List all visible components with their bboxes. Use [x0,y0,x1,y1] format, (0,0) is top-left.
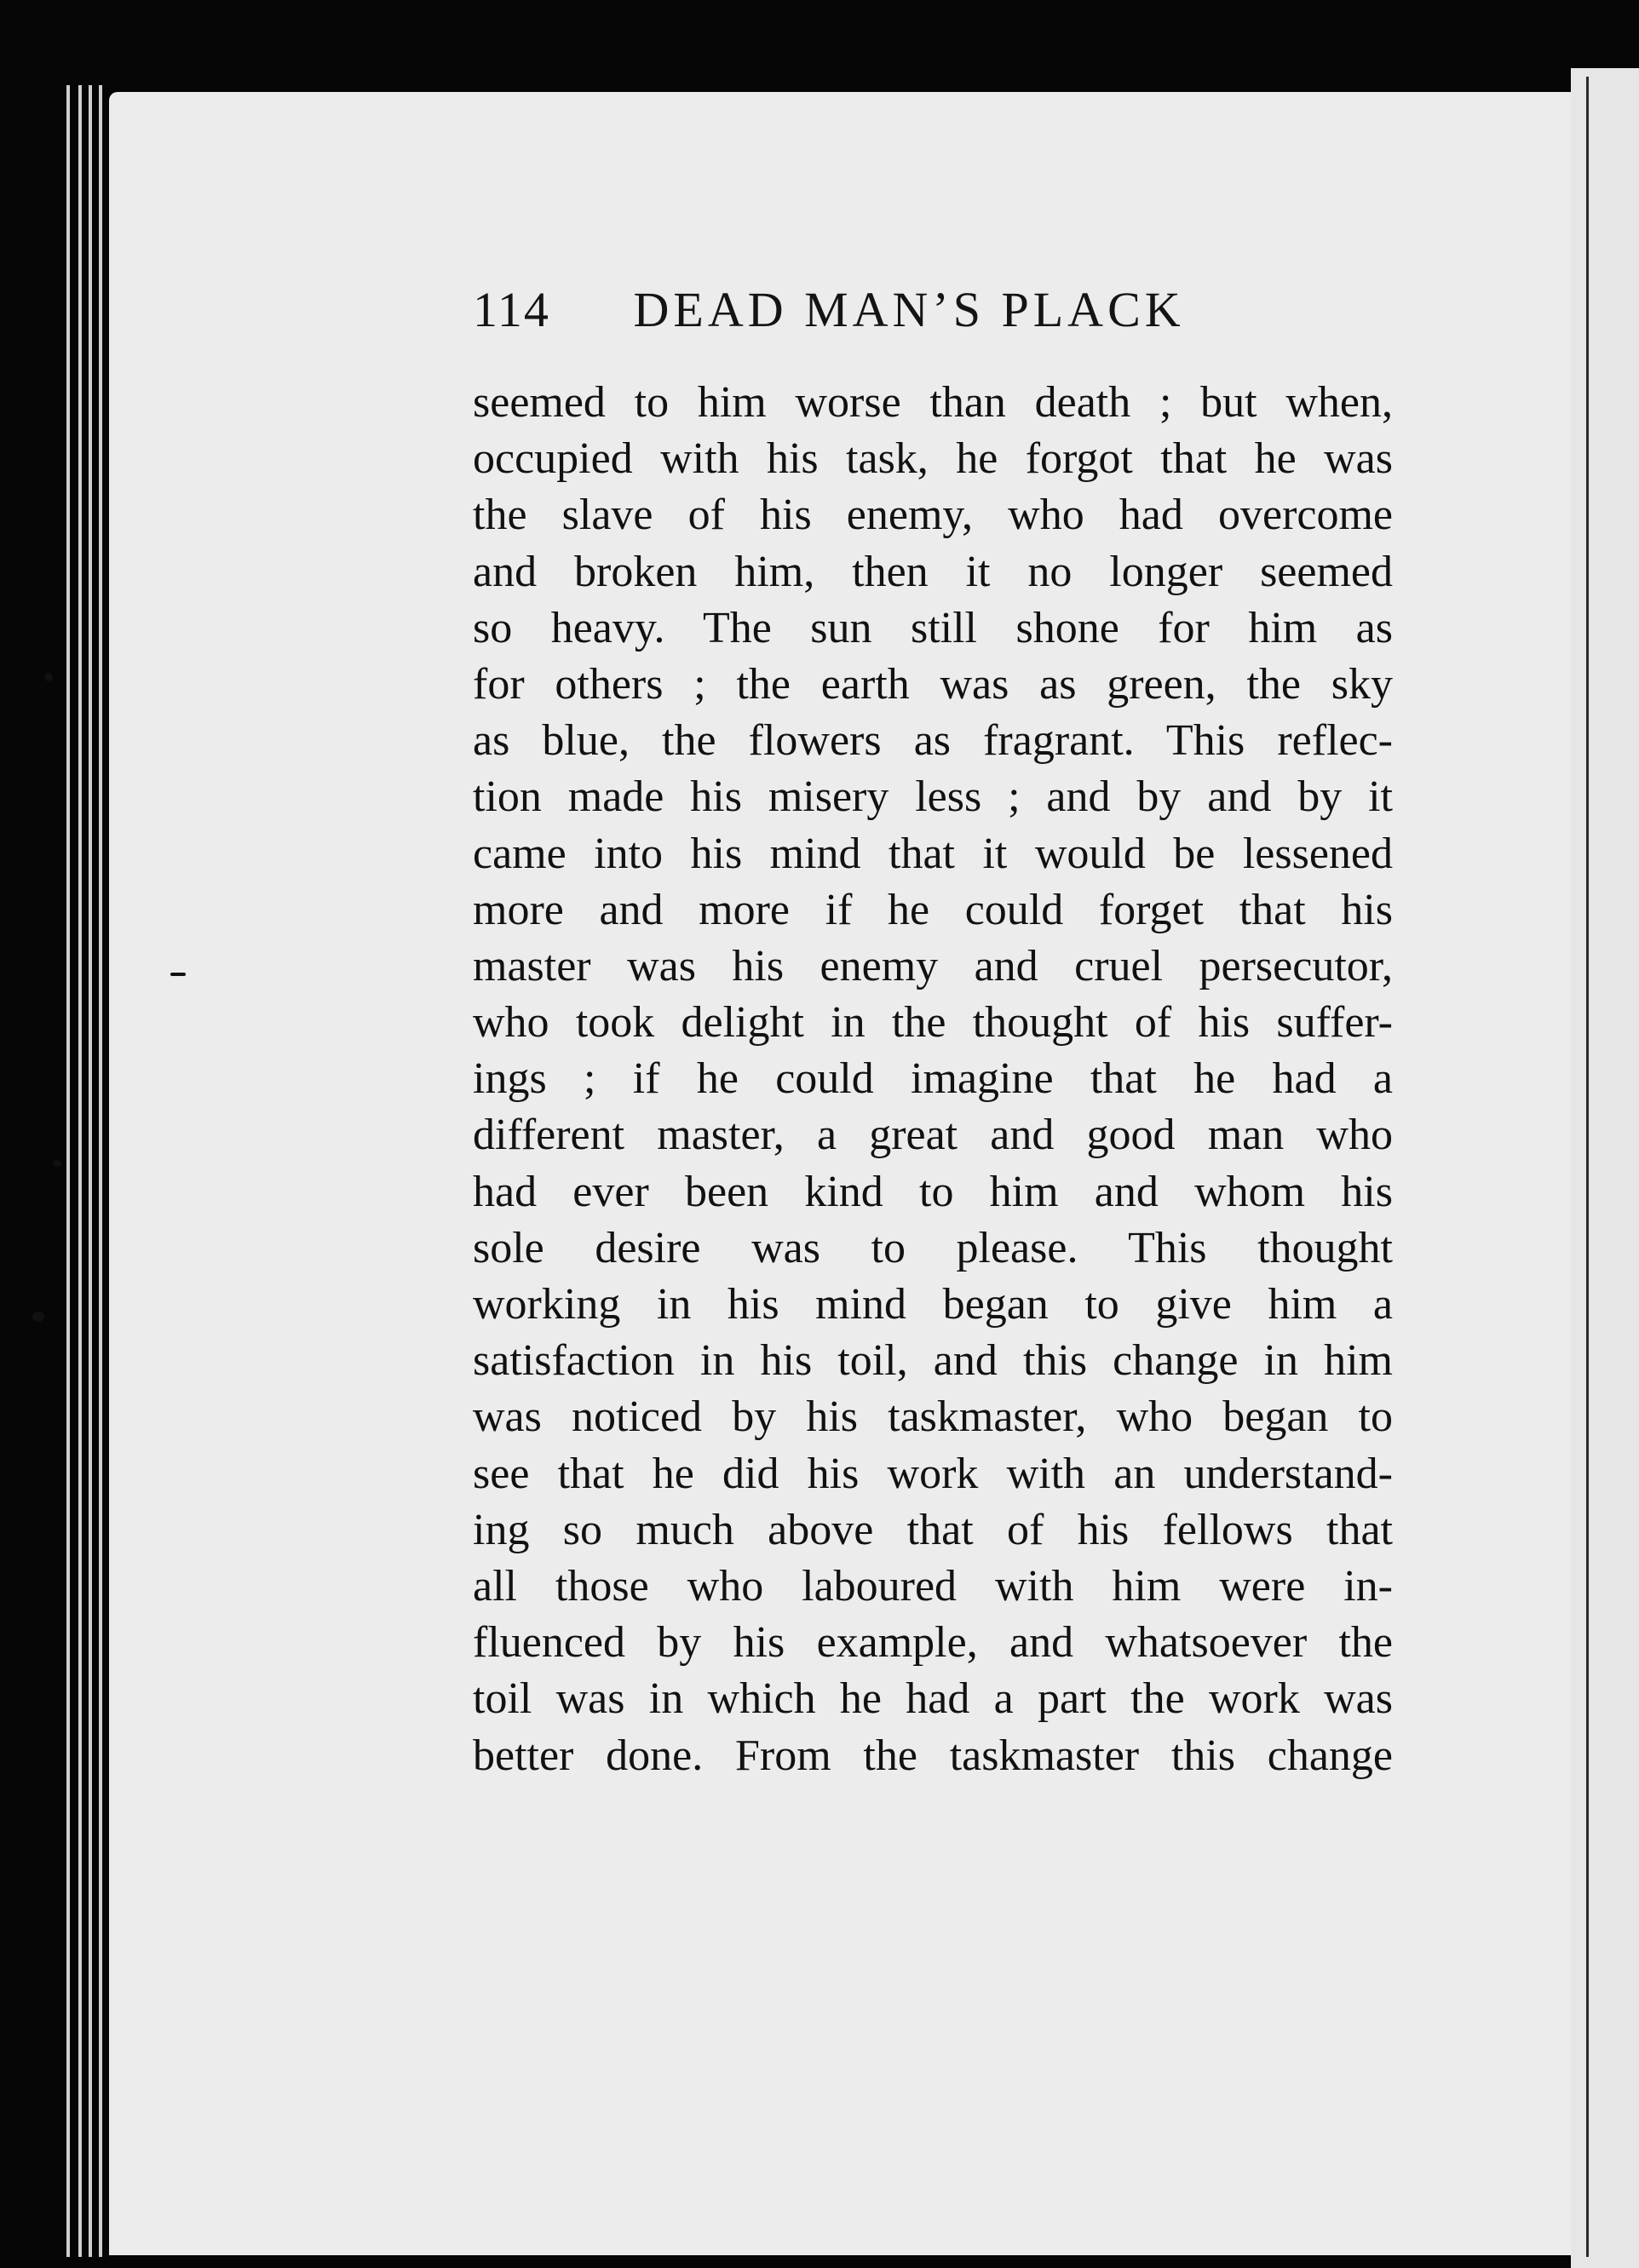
text-line: fluenced by his example, and whatsoever the [473,1618,1393,1668]
text-line: for others ; the earth was as green, the sky [473,659,1393,709]
text-line: working in his mind began to give him a [473,1280,1393,1329]
text-line: ing so much above that of his fellows that [473,1505,1393,1554]
text-line: tion made his misery less ; and by and by it [473,772,1393,822]
dust-speck [53,1160,61,1167]
text-line: the slave of his enemy, who had overcome [473,491,1393,540]
page-edge-strip [99,85,102,2257]
page-header [473,281,1410,358]
dust-speck [44,673,53,681]
facing-page-gutter [1571,68,1639,2268]
text-line: see that he did his work with an understand- [473,1449,1393,1498]
text-line: toil was in which he had a part the work was [473,1674,1393,1724]
text-line: so heavy. The sun still shone for him as [473,603,1393,652]
text-line: sole desire was to please. This thought [473,1223,1393,1272]
page-edge-strip [78,85,82,2257]
text-line: better done. From the taskmaster this change [473,1731,1393,1780]
text-line: occupied with his task, he forgot that he was [473,434,1393,484]
dust-speck [170,973,186,976]
text-line: all those who laboured with him were in- [473,1561,1393,1611]
text-line: was noticed by his taskmaster, who began to [473,1392,1393,1442]
text-line: who took delight in the thought of his suffer- [473,998,1393,1048]
dust-speck [32,1312,44,1322]
text-line: came into his mind that it would be lessened [473,829,1393,878]
text-line: as blue, the flowers as fragrant. This reflec- [473,716,1393,766]
text-line: satisfaction in his toil, and this change in him [473,1336,1393,1386]
page-edge-strip [89,85,92,2257]
text-line: more and more if he could forget that his [473,885,1393,934]
text-line: had ever been kind to him and whom his [473,1167,1393,1216]
body-text [473,375,1393,1784]
text-line: master was his enemy and cruel persecutor, [473,941,1393,990]
text-line: and broken him, then it no longer seemed [473,547,1393,596]
text-line: seemed to him worse than death ; but when, [473,378,1393,427]
page-number: 114 [473,282,550,337]
text-line: ings ; if he could imagine that he had a [473,1054,1393,1104]
page-edge-strip [66,85,70,2257]
binding-shadow [1586,77,1589,2257]
text-line: different master, a great and good man who [473,1111,1393,1160]
running-title: DEAD MAN’S PLACK [633,282,1185,337]
